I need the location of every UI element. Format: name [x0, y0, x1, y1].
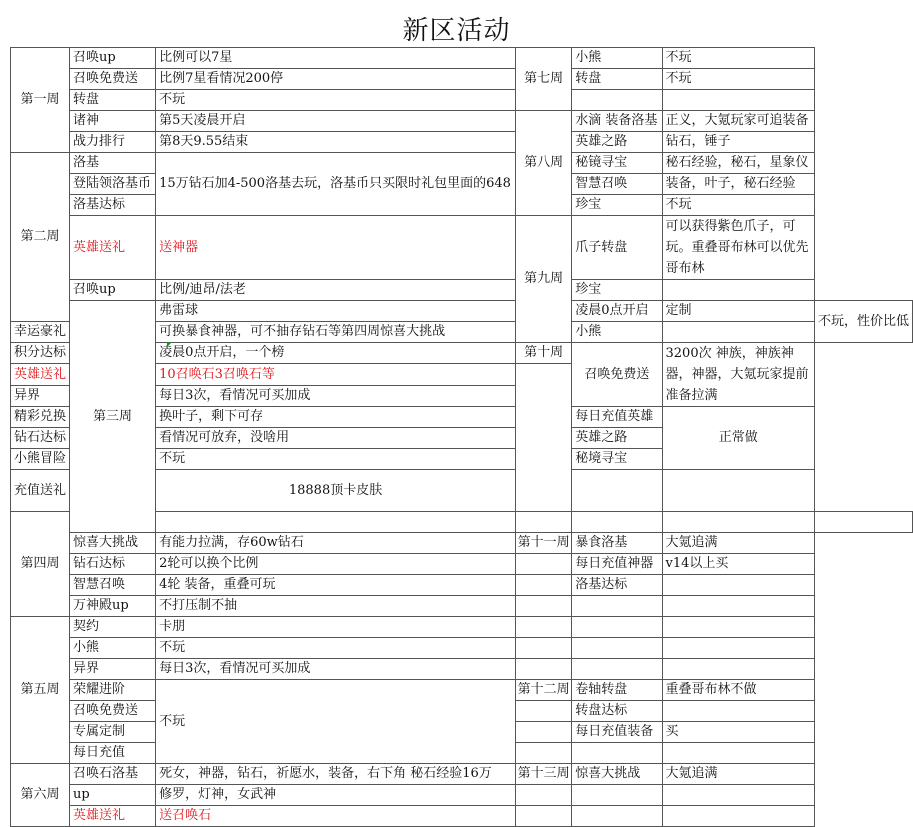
activity-note: 卡朋: [156, 617, 516, 638]
table-row: [11, 69, 913, 90]
empty-cell: [662, 743, 814, 764]
empty-cell: [572, 617, 662, 638]
week-label: 第九周: [516, 216, 572, 343]
empty-cell: [572, 470, 662, 512]
activity-note: 不玩: [156, 90, 516, 111]
activity-note: 送神器: [156, 216, 516, 280]
activity-note: 15万钻石加4-500洛基去玩，洛基币只买限时礼包里面的648: [156, 153, 516, 216]
empty-cell: [572, 638, 662, 659]
activity-name: 召唤免费送: [70, 69, 156, 90]
activity-name: 惊喜大挑战: [572, 764, 662, 785]
empty-cell: [572, 512, 662, 533]
activity-note: 凌晨0点开启，一个榜: [156, 343, 516, 364]
activity-note: 不打压制不抽: [156, 596, 516, 617]
activity-name: 契约: [70, 617, 156, 638]
activity-name: 英雄送礼: [11, 364, 70, 386]
table-row: [11, 132, 913, 153]
table-row: [11, 533, 913, 554]
week-label: 第八周: [516, 111, 572, 216]
empty-cell: [516, 659, 572, 680]
activity-name: 异界: [70, 659, 156, 680]
empty-cell: [516, 743, 572, 764]
activity-name: 英雄之路: [572, 132, 662, 153]
activity-name: 惊喜大挑战: [70, 533, 156, 554]
activity-name: 珍宝: [572, 280, 662, 301]
activity-name: up: [70, 785, 156, 806]
activity-name: 积分达标: [11, 343, 70, 364]
activity-name: 每日充值神器: [572, 554, 662, 575]
activity-name: 爪子转盘: [572, 216, 662, 280]
activity-name: 智慧召唤: [572, 174, 662, 195]
activity-note: 可以获得紫色爪子，可玩。重叠哥布林可以优先哥布林: [662, 216, 814, 280]
activity-name: 钻石达标: [11, 428, 70, 449]
table-row: [11, 575, 913, 596]
activity-note: [662, 575, 814, 596]
activity-name: 转盘达标: [572, 701, 662, 722]
activity-note: 2轮可以换个比例: [156, 554, 516, 575]
activity-name: 召唤石洛基: [70, 764, 156, 785]
week-label: 第十二周: [516, 680, 572, 701]
empty-cell: [662, 638, 814, 659]
activity-name: 卷轴转盘: [572, 680, 662, 701]
activity-name: 小熊冒险: [11, 449, 70, 470]
activity-name: 洛基达标: [572, 575, 662, 596]
empty-cell: [156, 512, 516, 533]
activity-name: 智慧召唤: [70, 575, 156, 596]
activity-note: 大氪追满: [662, 533, 814, 554]
empty-cell: [516, 596, 572, 617]
activity-name: 每日充值: [70, 743, 156, 764]
activity-name: 每日充值英雄: [572, 407, 662, 428]
activity-note: 不玩: [156, 680, 516, 764]
week-label: 第十周: [516, 343, 572, 364]
activity-name: 洛基: [70, 153, 156, 174]
activity-note: 18888顶卡皮肤: [156, 470, 516, 512]
activity-name: 战力排行: [70, 132, 156, 153]
activity-note: 送召唤石: [156, 806, 516, 827]
activity-note: 装备，叶子，秘石经验: [662, 174, 814, 195]
activity-note: 不玩: [662, 195, 814, 216]
empty-cell: [516, 554, 572, 575]
activity-note: 4轮 装备，重叠可玩: [156, 575, 516, 596]
empty-cell: [572, 743, 662, 764]
activity-name: 小熊: [572, 48, 662, 69]
activity-name: 转盘: [70, 90, 156, 111]
activity-name: 秘境寻宝: [572, 449, 662, 470]
empty-cell: [662, 90, 814, 111]
table-row: [11, 554, 913, 575]
activity-name: 万神殿up: [70, 596, 156, 617]
activity-note: 修罗，灯神，女武神: [156, 785, 516, 806]
activity-note: 正常做: [662, 407, 814, 470]
activity-name: 召唤up: [70, 280, 156, 301]
table-row: [11, 596, 913, 617]
activity-name: 转盘: [572, 69, 662, 90]
activity-name: 专属定制: [70, 722, 156, 743]
activity-note: 不玩: [156, 449, 516, 470]
empty-cell: [516, 806, 572, 827]
empty-cell: [662, 512, 814, 533]
table-row: [11, 111, 913, 132]
activity-name: 钻石达标: [70, 554, 156, 575]
empty-cell: [516, 512, 572, 533]
empty-cell: [662, 659, 814, 680]
week-label: 第五周: [11, 617, 70, 764]
activity-note: v14以上买: [662, 554, 814, 575]
empty-cell: [572, 596, 662, 617]
activity-name: 洛基达标: [70, 195, 156, 216]
empty-cell: [516, 575, 572, 596]
activity-note: 10召唤石3召唤石等: [156, 364, 516, 386]
sheet-title: 新区活动: [402, 15, 511, 46]
empty-cell: [662, 785, 814, 806]
empty-cell: [662, 806, 814, 827]
empty-cell: [662, 617, 814, 638]
week-label: 第一周: [11, 48, 70, 153]
comment-marker: [167, 342, 172, 347]
activity-note: 死女，神器，钻石，祈愿水，装备，右下角 秘石经验16万: [156, 764, 516, 785]
empty-cell: [516, 722, 572, 743]
table-row: [11, 216, 913, 280]
activity-note: 可换暴食神器，可不抽存钻石等第四周惊喜大挑战: [156, 322, 516, 343]
activity-note: 比例7星看情况200停: [156, 69, 516, 90]
empty-cell: [572, 785, 662, 806]
empty-cell: [516, 617, 572, 638]
activity-note: 换叶子，剩下可存: [156, 407, 516, 428]
activity-note: 每日3次，看情况可买加成: [156, 386, 516, 407]
table-row: [11, 301, 913, 322]
activity-name: 精彩兑换: [11, 407, 70, 428]
activity-name: 幸运豪礼: [11, 322, 70, 343]
activity-name: 召唤免费送: [70, 701, 156, 722]
empty-cell: [662, 596, 814, 617]
empty-cell: [572, 659, 662, 680]
week-label: 第七周: [516, 48, 572, 111]
empty-cell: [516, 785, 572, 806]
activity-note: 比例/迪昂/法老: [156, 280, 516, 301]
table-row: [11, 617, 913, 638]
activity-note: 有能力拉满，存60w钻石: [156, 533, 516, 554]
table-row: [11, 90, 913, 111]
table-row: [11, 280, 913, 301]
activity-name: 召唤up: [70, 48, 156, 69]
activity-note: 不玩，性价比低: [814, 301, 912, 343]
activity-note: 不玩: [662, 69, 814, 90]
week-label: 第四周: [11, 512, 70, 617]
empty-cell: [662, 280, 814, 301]
week-label: 第三周: [70, 301, 156, 533]
activity-note: 每日3次，看情况可买加成: [156, 659, 516, 680]
activity-table: [10, 47, 913, 827]
table-row: [11, 48, 913, 69]
week-label: 第十一周: [516, 533, 572, 554]
empty-cell: [516, 364, 572, 512]
table-row: [11, 680, 913, 701]
activity-name: 英雄送礼: [70, 806, 156, 827]
activity-note: 不玩: [662, 48, 814, 69]
activity-name: 小熊: [70, 638, 156, 659]
table-row: [11, 806, 913, 827]
activity-name: 暴食洛基: [572, 533, 662, 554]
activity-name: 召唤免费送: [572, 343, 662, 407]
activity-note: 不玩: [156, 638, 516, 659]
activity-name: 英雄之路: [572, 428, 662, 449]
activity-name: 珍宝: [572, 195, 662, 216]
activity-note: 买: [662, 722, 814, 743]
empty-cell: [572, 90, 662, 111]
activity-name: 诸神: [70, 111, 156, 132]
activity-note: 比例可以7星: [156, 48, 516, 69]
activity-note: 第5天凌晨开启: [156, 111, 516, 132]
empty-cell: [814, 512, 912, 533]
table-row: [11, 153, 913, 174]
activity-name: 每日充值装备: [572, 722, 662, 743]
empty-cell: [516, 701, 572, 722]
table-row: [11, 638, 913, 659]
empty-cell: [572, 806, 662, 827]
activity-name: 秘镜寻宝: [572, 153, 662, 174]
activity-note: 秘石经验，秘石，星象仪: [662, 153, 814, 174]
activity-note: 第8天9.55结束: [156, 132, 516, 153]
table-row: [11, 764, 913, 785]
activity-note: 正义，大氪玩家可追装备: [662, 111, 814, 132]
activity-name: 荣耀进阶: [70, 680, 156, 701]
activity-note: 重叠哥布林不做: [662, 680, 814, 701]
week-label: 第六周: [11, 764, 70, 827]
activity-note: 3200次 神族，神族神器，神器，大氪玩家提前准备拉满: [662, 343, 814, 407]
table-row: [11, 659, 913, 680]
activity-name: 弗雷球: [156, 301, 516, 322]
week-label: 第二周: [11, 153, 70, 322]
activity-name: 水滴 装备洛基: [572, 111, 662, 132]
activity-note: 凌晨0点开启: [572, 301, 662, 322]
activity-note: 大氪追满: [662, 764, 814, 785]
table-row: [11, 785, 913, 806]
activity-note: 看情况可放弃，没啥用: [156, 428, 516, 449]
activity-name: 英雄送礼: [70, 216, 156, 280]
week-label: 第十三周: [516, 764, 572, 785]
activity-name: 异界: [11, 386, 70, 407]
activity-name: 定制: [662, 301, 814, 322]
empty-cell: [662, 470, 814, 512]
activity-name: 充值送礼: [11, 470, 70, 512]
empty-cell: [516, 638, 572, 659]
activity-name: 小熊: [572, 322, 662, 343]
activity-note: [662, 701, 814, 722]
activity-note: 钻石，锤子: [662, 132, 814, 153]
activity-name: 登陆领洛基币: [70, 174, 156, 195]
